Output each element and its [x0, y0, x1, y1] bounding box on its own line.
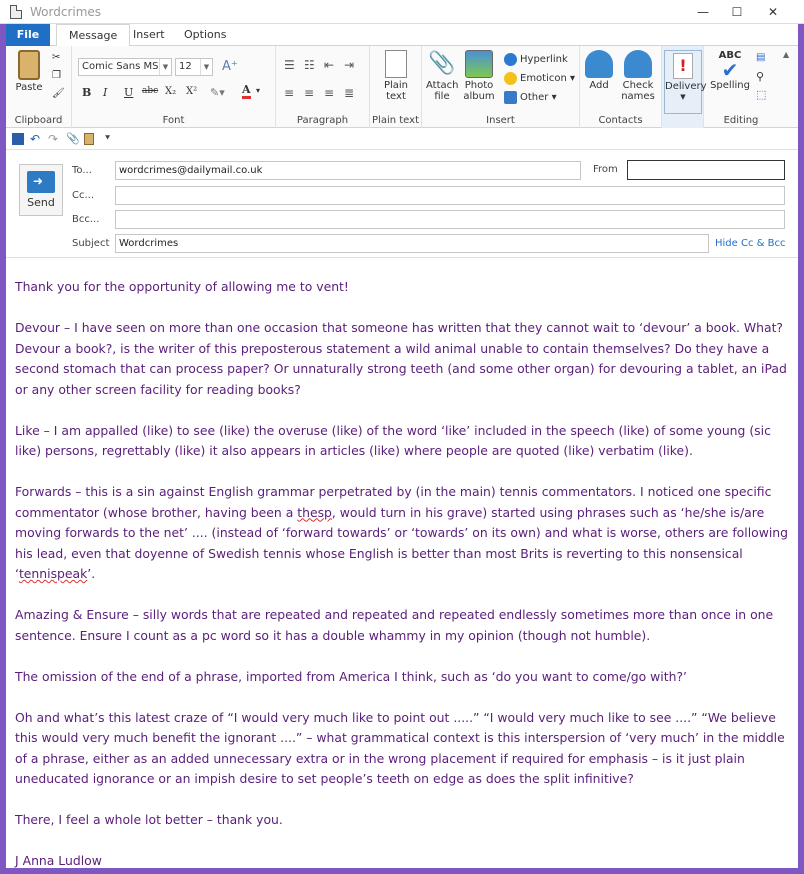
- font-label: Font: [162, 115, 185, 126]
- select-all-icon[interactable]: ⬚: [756, 88, 767, 101]
- hide-cc-bcc-link[interactable]: Hide Cc & Bcc: [715, 238, 786, 249]
- photo-line2: album: [463, 91, 495, 102]
- quick-access-toolbar: [6, 128, 798, 150]
- photo-line1: Photo: [464, 80, 494, 91]
- highlighter-icon[interactable]: ✎▾: [210, 86, 225, 99]
- font-name-value: Comic Sans MS: [82, 61, 159, 72]
- document-icon: [385, 50, 407, 78]
- signature: J Anna Ludlow: [15, 853, 102, 868]
- chevron-down-icon: ▼: [200, 59, 212, 75]
- bcc-label[interactable]: Bcc...: [72, 214, 100, 225]
- add-contact-button[interactable]: [584, 50, 614, 91]
- tab-insert[interactable]: Insert: [133, 28, 165, 41]
- find-icon[interactable]: ⚲: [756, 70, 765, 83]
- title-bar: [0, 0, 804, 24]
- attach-icon[interactable]: 📎: [66, 132, 80, 145]
- subscript-button[interactable]: X₂: [165, 86, 177, 97]
- delivery-label: Delivery: [665, 81, 707, 92]
- body-text: Forwards – this is a sin against English grammar perpetrated by (in the main) tennis commentators. I noticed one specific commentator (whose brother, having been a: [15, 484, 772, 520]
- to-label[interactable]: To...: [72, 165, 92, 176]
- send-button[interactable]: [19, 164, 63, 216]
- justify-icon[interactable]: ≣: [344, 86, 355, 100]
- emoticon-button[interactable]: Emoticon ▾: [504, 72, 575, 85]
- customize-qat-icon[interactable]: ⯆: [104, 134, 112, 144]
- add-label: Add: [589, 80, 609, 91]
- body-paragraph: Amazing & Ensure – silly words that are repeated and repeated and repeated endlessly sometimes more than once in one sentence. Ensure I count as a pc word so it has a double whammy in my opinion (though not humble).: [15, 607, 774, 643]
- hyperlink-button[interactable]: [504, 53, 568, 66]
- subject-field[interactable]: Wordcrimes: [115, 234, 709, 253]
- align-center-icon[interactable]: ≡: [304, 86, 315, 100]
- from-label: From: [593, 164, 618, 175]
- format-painter-icon[interactable]: 🖌: [52, 88, 65, 99]
- maximize-button[interactable]: ☐: [731, 5, 743, 19]
- photo-album-button[interactable]: [462, 50, 496, 102]
- paste-quick-icon[interactable]: [84, 133, 94, 145]
- decrease-indent-icon[interactable]: ⇤: [324, 58, 335, 72]
- body-paragraph: [15, 482, 790, 585]
- clipboard-label: Clipboard: [14, 115, 63, 126]
- minimize-button[interactable]: —: [697, 5, 709, 19]
- body-paragraph: There, I feel a whole lot better – thank you.: [15, 812, 283, 827]
- tab-options[interactable]: Options: [184, 28, 227, 41]
- importance-icon: !: [673, 53, 693, 79]
- send-icon: ➜: [27, 171, 55, 193]
- body-paragraph: Like – I am appalled (like) to see (like) the overuse (like) of the word ‘like’ included in the speech (like) of some young (sic like) persons, regrettably (like) it also appears in articles (like) where people are quoted (like) verbatim (like).: [15, 422, 771, 458]
- tab-message[interactable]: Message: [56, 24, 130, 47]
- collapse-ribbon-icon[interactable]: ▲: [783, 50, 790, 59]
- clipboard-icon: [18, 50, 40, 80]
- check-names-icon: [624, 50, 652, 78]
- other-label: Other: [520, 92, 549, 103]
- checkmark-icon: ✔: [721, 58, 739, 82]
- editing-label: Editing: [723, 115, 759, 126]
- undo-icon[interactable]: ↶: [30, 132, 41, 146]
- misspelled-word[interactable]: tennispeak: [18, 566, 88, 581]
- chevron-down-icon: ▼: [159, 59, 171, 75]
- ribbon-tabs: [6, 24, 798, 46]
- cut-icon[interactable]: ✂: [52, 52, 61, 63]
- cc-label[interactable]: Cc...: [72, 190, 95, 201]
- check-line2: names: [621, 91, 655, 102]
- from-field[interactable]: [627, 160, 785, 180]
- spelling-button[interactable]: [708, 50, 752, 91]
- contacts-group: [580, 46, 662, 128]
- body-paragraph: Thank you for the opportunity of allowing me to vent!: [15, 279, 349, 294]
- window-title: Wordcrimes: [30, 5, 102, 19]
- underline-button[interactable]: U: [124, 86, 134, 99]
- other-button[interactable]: Other ▾: [504, 91, 557, 104]
- delivery-group: [662, 46, 707, 128]
- font-size-value: 12: [179, 61, 192, 72]
- photo-icon: [465, 50, 493, 78]
- font-color-button[interactable]: A: [242, 84, 251, 99]
- chevron-down-icon[interactable]: ▾: [256, 86, 261, 95]
- spelling-label: Spelling: [710, 80, 750, 91]
- contacts-label: Contacts: [598, 115, 643, 126]
- clipboard-group: [6, 46, 72, 128]
- grow-font-icon[interactable]: A⁺: [222, 59, 238, 74]
- bcc-field[interactable]: [115, 210, 785, 229]
- chevron-down-icon: ▼: [680, 93, 686, 101]
- redo-icon[interactable]: ↷: [48, 132, 59, 146]
- plain-text-group: [370, 46, 422, 128]
- editing-group: [704, 46, 778, 128]
- bullets-icon[interactable]: ☰: [284, 58, 295, 72]
- compose-window: [6, 24, 798, 868]
- emoticon-label: Emoticon: [520, 73, 567, 84]
- message-body[interactable]: [6, 259, 798, 868]
- check-names-button[interactable]: [618, 50, 658, 102]
- increase-indent-icon[interactable]: ⇥: [344, 58, 355, 72]
- body-paragraph: Oh and what’s this latest craze of “I would very much like to point out .....” “I would very much like to see ....” “We believe this would very much benefit the ignorant ....” – what grammatical context is this interspersion of ‘very much’ in the middle of a phrase, either as an added unnecessary extra or in the wrong placement if required for emphasis – is it just plain uneducated ignorance or an impish desire to set people’s teeth on edge as does the split infinitive?: [15, 709, 785, 786]
- plain-text-label: Plain text: [372, 115, 419, 126]
- paste-label: Paste: [15, 82, 43, 93]
- italic-button[interactable]: I: [103, 86, 108, 99]
- body-paragraph: The omission of the end of a phrase, imported from America I think, such as ‘do you want to come/go with?’: [15, 668, 687, 684]
- globe-icon: [504, 53, 517, 66]
- app-icon: [10, 5, 22, 19]
- check-line1: Check: [622, 80, 654, 91]
- subject-label: Subject: [72, 238, 110, 249]
- align-right-icon[interactable]: ≡: [324, 86, 335, 100]
- body-paragraph: Devour – I have seen on more than one occasion that someone has written that they cannot wait to ‘devour’ a book. What? Devour a book?, is the writer of this preposterous statement a wild animal unable to contain themselves? Do they have a second stomach that can process paper? Or unnaturally strong teeth (and some other organ) for devouring a tablet, an iPad or any other screen facility for reading books?: [15, 320, 787, 397]
- delivery-button[interactable]: [664, 50, 707, 114]
- paste-button[interactable]: [12, 50, 46, 93]
- bold-button[interactable]: B: [82, 86, 92, 99]
- plain-text-button[interactable]: [378, 50, 414, 102]
- close-button[interactable]: ✕: [767, 5, 779, 19]
- other-icon: [504, 91, 517, 104]
- font-size-combo[interactable]: [175, 58, 213, 76]
- align-left-icon[interactable]: ≡: [284, 86, 295, 100]
- body-text: ’.: [87, 566, 96, 581]
- attach-file-button[interactable]: [426, 50, 458, 102]
- plain-text-line1: Plain: [383, 80, 409, 91]
- font-name-combo[interactable]: [78, 58, 172, 76]
- spelling-abc: ABC: [718, 50, 742, 61]
- numbering-icon[interactable]: ☷: [304, 58, 315, 72]
- copy-icon[interactable]: ❐: [52, 70, 61, 81]
- smiley-icon: [504, 72, 517, 85]
- insert-label: Insert: [486, 115, 515, 126]
- save-icon[interactable]: [12, 133, 24, 145]
- misspelled-word[interactable]: thesp: [297, 504, 332, 520]
- send-label: Send: [27, 196, 55, 209]
- add-contact-icon: [585, 50, 613, 78]
- thesaurus-icon[interactable]: ▤: [756, 52, 766, 63]
- insert-group: [422, 46, 580, 128]
- font-group: [72, 46, 276, 128]
- paragraph-label: Paragraph: [296, 115, 349, 126]
- attach-line1: Attach: [426, 80, 459, 91]
- attach-line2: file: [434, 91, 450, 102]
- superscript-button[interactable]: X²: [186, 86, 198, 97]
- to-field[interactable]: wordcrimes@dailymail.co.uk: [115, 161, 581, 180]
- cc-field[interactable]: [115, 186, 785, 205]
- paragraph-group: [276, 46, 370, 128]
- paperclip-icon: 📎: [428, 51, 456, 76]
- tab-file[interactable]: File: [6, 24, 50, 46]
- message-header: [6, 150, 798, 258]
- body-text: , would turn in his grave) started using phrases such as ‘he/she is/are moving forwards to the net’ .... (instead of ‘forward towards’ or ‘towards’ on its own) and what is worse, others are following his lead, even that doyenne of Swedish tennis whose English is better than most Brits is reverting to this nonsensical ‘: [15, 504, 789, 581]
- ribbon: [6, 46, 798, 128]
- strikethrough-button[interactable]: abc: [142, 86, 159, 96]
- hyperlink-label: Hyperlink: [520, 54, 568, 65]
- plain-text-line2: text: [386, 91, 406, 102]
